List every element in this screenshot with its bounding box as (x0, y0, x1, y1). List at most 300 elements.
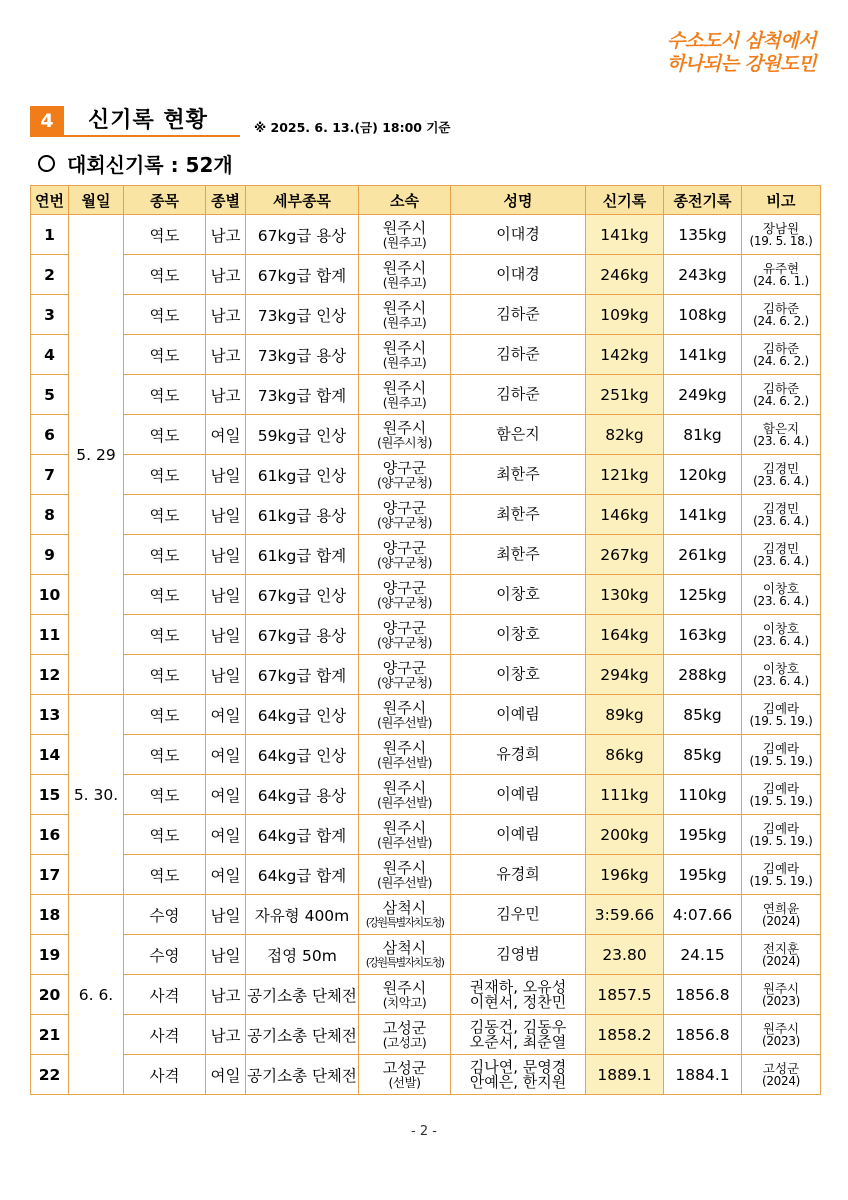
table-row (31, 695, 821, 735)
row-number-cell: 3 (31, 295, 69, 335)
division-cell: 남고 (206, 335, 246, 375)
detail-event-cell: 공기소총 단체전 (246, 1015, 359, 1055)
table-row (31, 855, 821, 895)
athlete-name-cell (451, 615, 586, 655)
division-cell: 남일 (206, 535, 246, 575)
previous-holder: 김경민 (762, 460, 800, 476)
affiliation-name: 양구군 (382, 578, 427, 597)
athlete-names-line-1: 최한주 (496, 465, 540, 483)
division-cell: 남고 (206, 295, 246, 335)
previous-record-cell: 1884.1 (664, 1055, 742, 1095)
affiliation-name: 양구군 (382, 498, 427, 517)
previous-record-cell: 110kg (664, 775, 742, 815)
detail-event-cell: 67kg급 용상 (246, 215, 359, 255)
table-row (31, 575, 821, 615)
athlete-name-cell (451, 335, 586, 375)
detail-event-cell: 61kg급 용상 (246, 495, 359, 535)
previous-record-date: (2024) (761, 1073, 801, 1088)
column-header: 월일 (69, 186, 124, 215)
athlete-name-cell (451, 215, 586, 255)
detail-event-cell: 67kg급 합계 (246, 255, 359, 295)
division-cell: 남고 (206, 375, 246, 415)
division-cell: 여일 (206, 415, 246, 455)
division-cell: 남일 (206, 615, 246, 655)
affiliation-cell (359, 655, 451, 695)
event-cell: 역도 (124, 815, 206, 855)
event-cell: 사격 (124, 1015, 206, 1055)
athlete-names-line-1: 김우민 (496, 905, 540, 923)
division-cell: 남고 (206, 255, 246, 295)
athlete-names-line-1: 유경희 (496, 745, 540, 763)
division-cell: 여일 (206, 735, 246, 775)
athlete-names-line-1: 이예림 (496, 785, 540, 803)
affiliation-cell (359, 975, 451, 1015)
affiliation-team: (원주고) (382, 314, 427, 330)
remark-cell (742, 1055, 821, 1095)
new-record-cell: 89kg (586, 695, 664, 735)
detail-event-cell: 64kg급 인상 (246, 735, 359, 775)
previous-record-date: (19. 5. 19.) (749, 793, 813, 808)
table-row (31, 935, 821, 975)
division-cell: 남일 (206, 935, 246, 975)
previous-record-date: (23. 6. 4.) (753, 553, 809, 568)
remark-cell (742, 815, 821, 855)
affiliation-cell (359, 495, 451, 535)
event-cell: 사격 (124, 1055, 206, 1095)
table-row (31, 455, 821, 495)
previous-holder: 원주시 (762, 980, 800, 996)
table-row (31, 375, 821, 415)
previous-holder: 전지훈 (762, 940, 800, 956)
slogan-line-2: 하나되는 강원도민 (667, 53, 816, 75)
division-cell: 남고 (206, 215, 246, 255)
remark-cell (742, 775, 821, 815)
remark-cell (742, 895, 821, 935)
previous-holder: 김경민 (762, 500, 800, 516)
previous-record-date: (2024) (761, 913, 801, 928)
table-row (31, 495, 821, 535)
affiliation-name: 원주시 (382, 818, 427, 837)
previous-holder: 장남원 (762, 220, 800, 236)
affiliation-name: 고성군 (382, 1018, 427, 1037)
previous-record-cell: 163kg (664, 615, 742, 655)
slogan (667, 30, 816, 76)
affiliation-name: 원주시 (382, 258, 427, 277)
detail-event-cell: 67kg급 용상 (246, 615, 359, 655)
page-number: - 2 - (411, 1124, 437, 1139)
previous-holder: 김경민 (762, 540, 800, 556)
previous-holder: 김하준 (762, 300, 800, 316)
athlete-name-cell (451, 1015, 586, 1055)
previous-record-cell: 125kg (664, 575, 742, 615)
column-header: 비고 (742, 186, 821, 215)
subheading-text: 대회신기록 : 52개 (67, 153, 233, 177)
row-number-cell: 4 (31, 335, 69, 375)
event-cell: 역도 (124, 695, 206, 735)
affiliation-team: (원주선발) (376, 874, 433, 890)
affiliation-name: 삼척시 (382, 938, 427, 957)
athlete-name-cell (451, 855, 586, 895)
athlete-names-line-2: 오준서, 최준열 (469, 1032, 567, 1051)
previous-holder: 원주시 (762, 1020, 800, 1036)
division-cell: 여일 (206, 695, 246, 735)
column-header: 연번 (31, 186, 69, 215)
date-cell: 5. 29 (69, 215, 124, 695)
athlete-names-line-1: 이예림 (496, 705, 540, 723)
section-heading (30, 104, 208, 136)
column-header: 종별 (206, 186, 246, 215)
table-row (31, 1055, 821, 1095)
previous-record-cell: 1856.8 (664, 1015, 742, 1055)
detail-event-cell: 73kg급 용상 (246, 335, 359, 375)
division-cell: 남고 (206, 1015, 246, 1055)
remark-cell (742, 295, 821, 335)
previous-record-cell: 1856.8 (664, 975, 742, 1015)
row-number-cell: 13 (31, 695, 69, 735)
athlete-name-cell (451, 455, 586, 495)
remark-cell (742, 455, 821, 495)
affiliation-team: (고성고) (382, 1034, 427, 1050)
athlete-names-line-1: 최한주 (496, 505, 540, 523)
affiliation-name: 원주시 (382, 298, 427, 317)
table-row (31, 735, 821, 775)
previous-record-date: (2023) (761, 1033, 801, 1048)
previous-record-date: (23. 6. 4.) (753, 513, 809, 528)
affiliation-cell (359, 855, 451, 895)
table-row (31, 615, 821, 655)
previous-record-cell: 108kg (664, 295, 742, 335)
previous-holder: 고성군 (762, 1060, 800, 1076)
previous-holder: 연희윤 (762, 900, 800, 916)
division-cell: 남고 (206, 975, 246, 1015)
previous-record-cell: 85kg (664, 735, 742, 775)
previous-holder: 김예라 (762, 780, 800, 796)
affiliation-team: (양구군청) (376, 634, 433, 650)
division-cell: 여일 (206, 855, 246, 895)
athlete-names-line-2: 이현서, 정찬민 (469, 992, 567, 1011)
detail-event-cell: 61kg급 인상 (246, 455, 359, 495)
affiliation-cell (359, 695, 451, 735)
remark-cell (742, 335, 821, 375)
detail-event-cell: 접영 50m (246, 935, 359, 975)
new-record-cell: 246kg (586, 255, 664, 295)
remark-cell (742, 735, 821, 775)
detail-event-cell: 공기소총 단체전 (246, 975, 359, 1015)
new-record-cell: 267kg (586, 535, 664, 575)
division-cell: 남일 (206, 575, 246, 615)
previous-holder: 김예라 (762, 860, 800, 876)
remark-cell (742, 855, 821, 895)
division-cell: 남일 (206, 495, 246, 535)
event-cell: 수영 (124, 935, 206, 975)
table-row (31, 335, 821, 375)
athlete-name-cell (451, 1055, 586, 1095)
athlete-name-cell (451, 295, 586, 335)
athlete-name-cell (451, 895, 586, 935)
column-header: 소속 (359, 186, 451, 215)
table-row (31, 975, 821, 1015)
detail-event-cell: 64kg급 합계 (246, 855, 359, 895)
event-cell: 역도 (124, 375, 206, 415)
previous-record-date: (19. 5. 18.) (749, 233, 813, 248)
affiliation-team: (원주선발) (376, 714, 433, 730)
athlete-names-line-1: 이대경 (496, 225, 540, 243)
section-title: 신기록 현황 (88, 108, 208, 133)
previous-record-date: (23. 6. 4.) (753, 433, 809, 448)
remark-cell (742, 935, 821, 975)
table-row (31, 295, 821, 335)
affiliation-cell (359, 1015, 451, 1055)
affiliation-name: 양구군 (382, 618, 427, 637)
new-record-cell: 146kg (586, 495, 664, 535)
previous-record-date: (19. 5. 19.) (749, 713, 813, 728)
table-row (31, 1015, 821, 1055)
section-number: 4 (30, 106, 64, 136)
row-number-cell: 17 (31, 855, 69, 895)
event-cell: 역도 (124, 335, 206, 375)
row-number-cell: 22 (31, 1055, 69, 1095)
previous-holder: 이창호 (762, 620, 800, 636)
new-record-cell: 1889.1 (586, 1055, 664, 1095)
athlete-name-cell (451, 655, 586, 695)
new-record-cell: 109kg (586, 295, 664, 335)
previous-record-date: (24. 6. 2.) (753, 353, 809, 368)
division-cell: 여일 (206, 1055, 246, 1095)
event-cell: 사격 (124, 975, 206, 1015)
affiliation-name: 원주시 (382, 218, 427, 237)
previous-record-date: (24. 6. 2.) (753, 313, 809, 328)
affiliation-name: 양구군 (382, 538, 427, 557)
affiliation-name: 원주시 (382, 978, 427, 997)
new-record-cell: 142kg (586, 335, 664, 375)
previous-record-date: (23. 6. 4.) (753, 593, 809, 608)
remark-cell (742, 615, 821, 655)
affiliation-cell (359, 455, 451, 495)
athlete-name-cell (451, 535, 586, 575)
new-record-cell: 164kg (586, 615, 664, 655)
new-record-cell: 3:59.66 (586, 895, 664, 935)
affiliation-team: (치악고) (382, 994, 427, 1010)
division-cell: 남일 (206, 895, 246, 935)
athlete-name-cell (451, 415, 586, 455)
event-cell: 역도 (124, 535, 206, 575)
previous-record-cell: 24.15 (664, 935, 742, 975)
previous-record-cell: 81kg (664, 415, 742, 455)
previous-record-date: (2023) (761, 993, 801, 1008)
affiliation-team: (강원특별자치도청) (365, 955, 444, 969)
previous-record-date: (19. 5. 19.) (749, 873, 813, 888)
affiliation-name: 원주시 (382, 338, 427, 357)
previous-holder: 함은지 (762, 420, 800, 436)
previous-holder: 김하준 (762, 340, 800, 356)
row-number-cell: 16 (31, 815, 69, 855)
athlete-names-line-1: 이창호 (496, 665, 540, 683)
athlete-names-line-1: 함은지 (496, 425, 540, 443)
affiliation-name: 양구군 (382, 658, 427, 677)
detail-event-cell: 67kg급 합계 (246, 655, 359, 695)
previous-record-cell: 141kg (664, 495, 742, 535)
athlete-names-line-1: 김동건, 김동우 (469, 1017, 567, 1036)
remark-cell (742, 975, 821, 1015)
previous-holder: 이창호 (762, 660, 800, 676)
table-row (31, 415, 821, 455)
detail-event-cell: 73kg급 합계 (246, 375, 359, 415)
event-cell: 역도 (124, 295, 206, 335)
column-header: 성명 (451, 186, 586, 215)
affiliation-team: (원주고) (382, 354, 427, 370)
new-record-cell: 1857.5 (586, 975, 664, 1015)
athlete-name-cell (451, 775, 586, 815)
column-header: 신기록 (586, 186, 664, 215)
row-number-cell: 9 (31, 535, 69, 575)
division-cell: 여일 (206, 815, 246, 855)
affiliation-cell (359, 415, 451, 455)
previous-holder: 김예라 (762, 820, 800, 836)
previous-record-cell: 195kg (664, 815, 742, 855)
athlete-name-cell (451, 255, 586, 295)
affiliation-team: (강원특별자치도청) (365, 915, 444, 929)
new-record-cell: 200kg (586, 815, 664, 855)
affiliation-team: (선발) (388, 1074, 421, 1090)
previous-holder: 김예라 (762, 700, 800, 716)
previous-record-cell: 120kg (664, 455, 742, 495)
reference-time-note: ※ 2025. 6. 13.(금) 18:00 기준 (254, 120, 451, 135)
row-number-cell: 21 (31, 1015, 69, 1055)
affiliation-team: (양구군청) (376, 554, 433, 570)
date-cell: 5. 30. (69, 695, 124, 895)
athlete-names-line-1: 김영범 (496, 945, 540, 963)
previous-record-cell: 288kg (664, 655, 742, 695)
row-number-cell: 12 (31, 655, 69, 695)
affiliation-name: 원주시 (382, 698, 427, 717)
affiliation-cell (359, 735, 451, 775)
row-number-cell: 11 (31, 615, 69, 655)
athlete-name-cell (451, 735, 586, 775)
affiliation-team: (원주고) (382, 274, 427, 290)
column-header: 세부종목 (246, 186, 359, 215)
event-cell: 역도 (124, 495, 206, 535)
athlete-names-line-1: 이예림 (496, 825, 540, 843)
remark-cell (742, 535, 821, 575)
detail-event-cell: 공기소총 단체전 (246, 1055, 359, 1095)
previous-holder: 이창호 (762, 580, 800, 596)
affiliation-team: (원주선발) (376, 754, 433, 770)
athlete-name-cell (451, 935, 586, 975)
affiliation-name: 원주시 (382, 858, 427, 877)
affiliation-cell (359, 535, 451, 575)
row-number-cell: 14 (31, 735, 69, 775)
date-cell: 6. 6. (69, 895, 124, 1095)
affiliation-name: 원주시 (382, 418, 427, 437)
affiliation-cell (359, 255, 451, 295)
slogan-line-1: 수소도시 삼척에서 (667, 30, 816, 52)
athlete-name-cell (451, 815, 586, 855)
event-cell: 역도 (124, 255, 206, 295)
new-record-cell: 130kg (586, 575, 664, 615)
records-table (30, 185, 821, 1095)
affiliation-team: (양구군청) (376, 474, 433, 490)
previous-record-cell: 249kg (664, 375, 742, 415)
athlete-names-line-1: 최한주 (496, 545, 540, 563)
event-cell: 역도 (124, 735, 206, 775)
table-row (31, 815, 821, 855)
table-row (31, 215, 821, 255)
athlete-names-line-1: 이창호 (496, 625, 540, 643)
event-cell: 역도 (124, 855, 206, 895)
event-cell: 역도 (124, 215, 206, 255)
affiliation-team: (원주시청) (376, 434, 433, 450)
affiliation-cell (359, 295, 451, 335)
affiliation-team: (양구군청) (376, 594, 433, 610)
subheading (38, 149, 233, 178)
previous-record-cell: 85kg (664, 695, 742, 735)
athlete-names-line-1: 김하준 (496, 305, 540, 323)
previous-record-date: (23. 6. 4.) (753, 633, 809, 648)
detail-event-cell: 61kg급 합계 (246, 535, 359, 575)
detail-event-cell: 64kg급 인상 (246, 695, 359, 735)
event-cell: 역도 (124, 415, 206, 455)
circle-bullet-icon (38, 155, 55, 172)
row-number-cell: 19 (31, 935, 69, 975)
new-record-cell: 141kg (586, 215, 664, 255)
previous-holder: 유주현 (762, 260, 800, 276)
affiliation-cell (359, 375, 451, 415)
athlete-name-cell (451, 975, 586, 1015)
event-cell: 수영 (124, 895, 206, 935)
row-number-cell: 20 (31, 975, 69, 1015)
previous-record-date: (19. 5. 19.) (749, 753, 813, 768)
new-record-cell: 1858.2 (586, 1015, 664, 1055)
athlete-names-line-1: 권재하, 오유성 (469, 977, 567, 996)
athlete-names-line-1: 이창호 (496, 585, 540, 603)
affiliation-name: 삼척시 (382, 898, 427, 917)
previous-record-cell: 243kg (664, 255, 742, 295)
affiliation-team: (원주고) (382, 234, 427, 250)
affiliation-name: 원주시 (382, 778, 427, 797)
previous-record-date: (2024) (761, 953, 801, 968)
athlete-name-cell (451, 575, 586, 615)
previous-holder: 김예라 (762, 740, 800, 756)
previous-record-date: (23. 6. 4.) (753, 473, 809, 488)
event-cell: 역도 (124, 655, 206, 695)
remark-cell (742, 495, 821, 535)
row-number-cell: 15 (31, 775, 69, 815)
affiliation-name: 고성군 (382, 1058, 427, 1077)
affiliation-name: 원주시 (382, 378, 427, 397)
column-header: 종목 (124, 186, 206, 215)
affiliation-cell (359, 935, 451, 975)
row-number-cell: 18 (31, 895, 69, 935)
previous-record-date: (19. 5. 19.) (749, 833, 813, 848)
remark-cell (742, 575, 821, 615)
previous-record-cell: 4:07.66 (664, 895, 742, 935)
row-number-cell: 6 (31, 415, 69, 455)
remark-cell (742, 255, 821, 295)
affiliation-team: (원주선발) (376, 794, 433, 810)
new-record-cell: 86kg (586, 735, 664, 775)
table-header-row (31, 186, 821, 215)
detail-event-cell: 73kg급 인상 (246, 295, 359, 335)
athlete-names-line-1: 김하준 (496, 345, 540, 363)
affiliation-team: (양구군청) (376, 674, 433, 690)
affiliation-cell (359, 335, 451, 375)
previous-record-date: (24. 6. 2.) (753, 393, 809, 408)
athlete-names-line-2: 안예은, 한지원 (469, 1072, 567, 1091)
athlete-names-line-1: 김하준 (496, 385, 540, 403)
athlete-name-cell (451, 695, 586, 735)
table-row (31, 535, 821, 575)
detail-event-cell: 67kg급 인상 (246, 575, 359, 615)
